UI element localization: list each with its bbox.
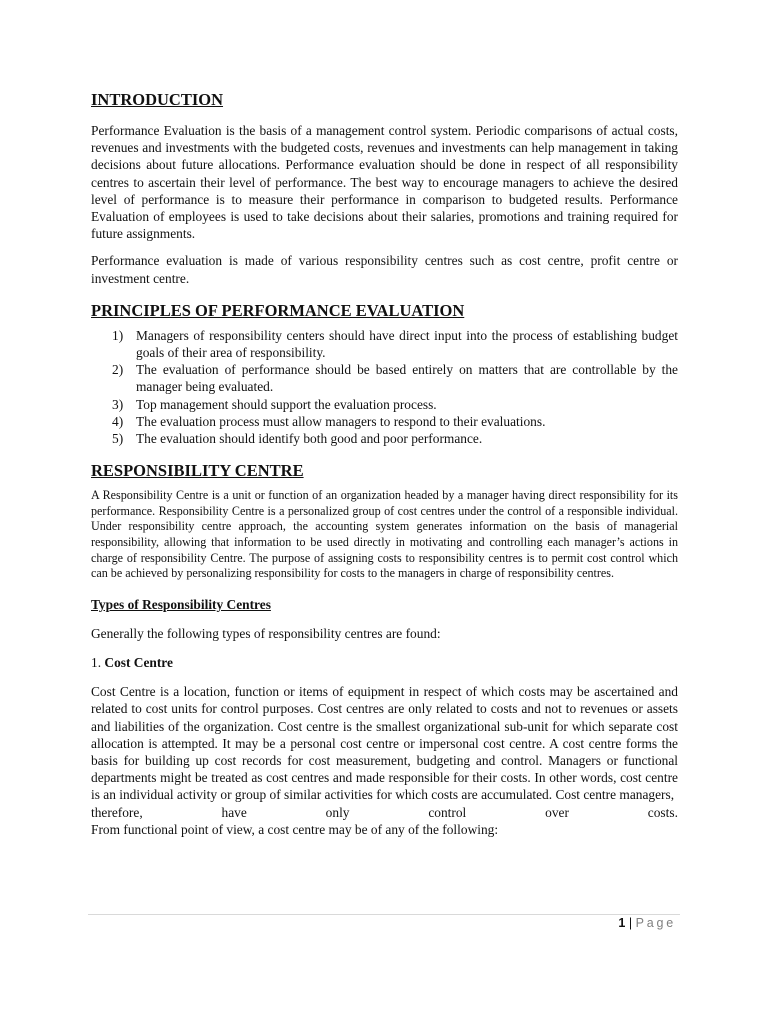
spread-word: therefore, <box>91 804 143 820</box>
functional-point-line: From functional point of view, a cost centre may be of any of the following: <box>91 821 499 837</box>
footer-divider <box>88 914 680 915</box>
cost-centre-spread-line <box>91 804 678 821</box>
page-label: Page <box>635 916 676 930</box>
list-item-number: 1) <box>112 327 124 343</box>
list-item <box>91 396 678 413</box>
list-item-text: Top management should support the evaluation process. <box>136 396 437 412</box>
cost-centre-paragraph: Cost Centre is a location, function or items of equipment in respect of which costs may be ascertained and related to cost units for control purposes. Cost centres are only related to costs and not to revenues or assets and liabilities of the organization. Cost centre is the smallest organizational sub-unit for which separate cost allocation is attempted. It may be a personal cost centre or impersonal cost centre. A cost centre forms the basis for building up cost records for cost measurement, budgeting and control. Managers or functional departments might be treated as cost centres and made responsible for their costs. In other words, cost centre is an individual activity or group of similar activities for which costs are accumulated. Cost centre managers, <box>91 684 678 803</box>
responsibility-centre-paragraph: A Responsibility Centre is a unit or function of an organization headed by a manager having direct responsibility for its performance. Responsibility Centre is a personalized group of cost centres under the control of a responsible individual. Under responsibility centre approach, the accounting system generates information on the basis of managerial responsibility, allowing that information to be used directly in motivating and controlling each manager’s actions in charge of responsibility Centre. The purpose of assigning costs to responsibility centres is to permit cost control which can be achieved by personalizing responsibility for costs to the managers in charge of responsibility centres. <box>91 488 678 581</box>
list-item-text: The evaluation of performance should be based entirely on matters that are controllable by the manager being evaluated. <box>136 362 678 395</box>
list-item-number: 2) <box>112 362 124 378</box>
list-item <box>91 413 678 430</box>
spread-word: only <box>325 804 350 820</box>
introduction-heading: INTRODUCTION <box>91 90 224 109</box>
spread-word: over <box>545 804 569 820</box>
list-item-number: 5) <box>112 431 124 447</box>
page-number: 1 <box>618 916 626 930</box>
introduction-paragraph-1: Performance Evaluation is the basis of a management control system. Periodic comparisons of actual costs, revenues and investments with the budgeted costs, revenues and investments can help management in taking decisions about future allocations. Performance evaluation should be done in respect of all responsibility centres to ascertain their level of performance. The best way to encourage managers to achieve the desired level of performance is to measure their performance in comparison to budgeted results. Performance Evaluation of employees is used to take decisions about their salaries, promotions and training required for future assignments. <box>91 123 678 242</box>
list-item <box>91 327 678 361</box>
introduction-paragraph-2: Performance evaluation is made of various responsibility centres such as cost centre, profit centre or investment centre. <box>91 253 678 286</box>
types-heading: Types of Responsibility Centres <box>91 596 271 612</box>
list-item <box>91 430 678 447</box>
list-item-text: The evaluation should identify both good and poor performance. <box>136 431 483 447</box>
list-item-text: The evaluation process must allow managers to respond to their evaluations. <box>136 413 546 429</box>
cost-centre-title: Cost Centre <box>104 655 173 671</box>
responsibility-centre-heading: RESPONSIBILITY CENTRE <box>91 461 304 481</box>
footer-separator: | <box>628 916 633 930</box>
spread-word: control <box>428 804 467 820</box>
cost-centre-number: 1. <box>91 655 102 671</box>
principles-list <box>91 327 678 447</box>
page-footer <box>618 916 676 930</box>
spread-word: costs. <box>647 804 678 820</box>
spread-word: have <box>221 804 247 820</box>
principles-heading: PRINCIPLES OF PERFORMANCE EVALUATION <box>91 300 465 320</box>
types-intro: Generally the following types of responsibility centres are found: <box>91 625 441 641</box>
cost-centre-subheading <box>91 654 678 671</box>
list-item-number: 3) <box>112 396 124 412</box>
list-item-text: Managers of responsibility centers should have direct input into the process of establishing budget goals of their area of responsibility. <box>136 327 678 361</box>
list-item-number: 4) <box>112 413 124 429</box>
document-page <box>91 0 678 838</box>
list-item <box>91 361 678 395</box>
